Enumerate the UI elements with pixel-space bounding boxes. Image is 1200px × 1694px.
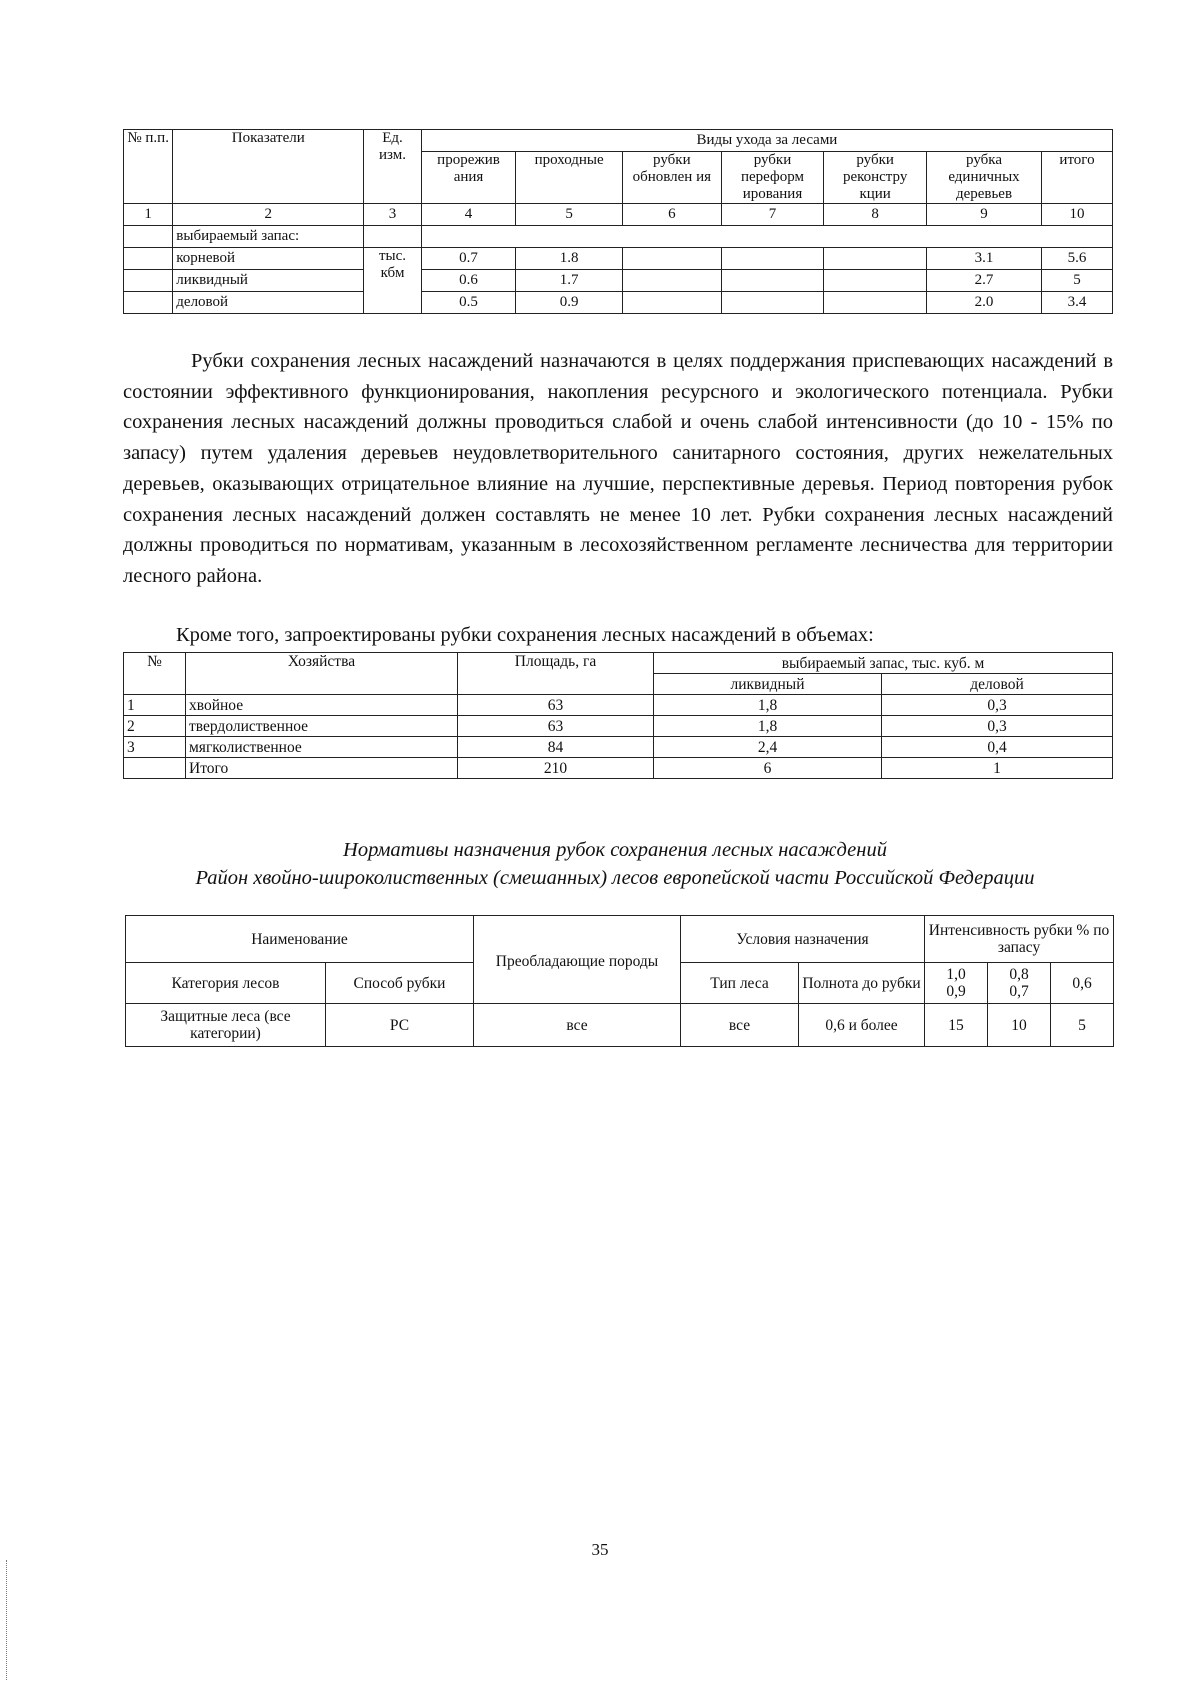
row-area: 84 bbox=[458, 737, 654, 758]
row-num: 1 bbox=[124, 695, 186, 716]
value-cell: 3.1 bbox=[927, 248, 1042, 270]
table-row bbox=[124, 270, 1113, 292]
forest-care-table bbox=[123, 129, 1113, 314]
row-liquid: 6 bbox=[654, 758, 882, 779]
header-reconstruction: рубки реконстру кции bbox=[824, 152, 927, 204]
row-commercial: 0,3 bbox=[882, 695, 1113, 716]
column-number: 4 bbox=[421, 204, 515, 226]
row-num bbox=[124, 758, 186, 779]
column-number: 6 bbox=[623, 204, 722, 226]
row-liquid: 1,8 bbox=[654, 695, 882, 716]
row-value: 10 bbox=[988, 1004, 1051, 1047]
page-number: 35 bbox=[591, 1540, 609, 1559]
row-area: 63 bbox=[458, 716, 654, 737]
row-method: РС bbox=[326, 1004, 474, 1047]
header-passing: проходные bbox=[516, 152, 623, 204]
header-care-types: Виды ухода за лесами bbox=[421, 130, 1112, 152]
value-cell: 2.7 bbox=[927, 270, 1042, 292]
header-harvest: выбираемый запас, тыс. куб. м bbox=[654, 653, 1113, 674]
row-density: 0,6 и более bbox=[799, 1004, 925, 1047]
region-caption: Район хвойно-широколиственных (смешанных) лесов европейской части Российской Федерации bbox=[195, 867, 1035, 889]
row-num: 2 bbox=[124, 716, 186, 737]
column-number: 8 bbox=[824, 204, 927, 226]
table-row bbox=[124, 292, 1113, 314]
header-liquid: ликвидный bbox=[654, 674, 882, 695]
value-cell: 0.5 bbox=[421, 292, 515, 314]
column-number: 1 bbox=[124, 204, 173, 226]
column-number: 5 bbox=[516, 204, 623, 226]
row-name: хвойное bbox=[186, 695, 458, 716]
row-value: 15 bbox=[925, 1004, 988, 1047]
header-single-trees: рубка единичных деревьев bbox=[927, 152, 1042, 204]
row-area: 63 bbox=[458, 695, 654, 716]
header-commercial: деловой bbox=[882, 674, 1113, 695]
header-intensity: Интенсивность рубки % по запасу bbox=[925, 916, 1114, 963]
paragraph-body bbox=[123, 346, 1113, 592]
unit-line2: кбм bbox=[380, 265, 405, 281]
table-row bbox=[124, 737, 1113, 758]
table-row bbox=[124, 695, 1113, 716]
farms-table bbox=[123, 652, 1113, 779]
header-density: Полнота до рубки bbox=[799, 963, 925, 1004]
row-num: 3 bbox=[124, 737, 186, 758]
value-cell: 5.6 bbox=[1042, 248, 1113, 270]
header-forest-type: Тип леса bbox=[681, 963, 799, 1004]
header-total: итого bbox=[1042, 152, 1113, 204]
header-num: № bbox=[124, 653, 186, 695]
row-name: твердолиственное bbox=[186, 716, 458, 737]
header-forest-category: Категория лесов bbox=[126, 963, 326, 1004]
row-label: деловой bbox=[173, 292, 364, 314]
column-number: 2 bbox=[173, 204, 364, 226]
value-cell: 5 bbox=[1042, 270, 1113, 292]
row-commercial: 1 bbox=[882, 758, 1113, 779]
header-area: Площадь, га bbox=[458, 653, 654, 695]
paragraph-intro: Кроме того, запроектированы рубки сохранения лесных насаждений в объемах: bbox=[176, 624, 874, 646]
column-number: 9 bbox=[927, 204, 1042, 226]
value-cell: 3.4 bbox=[1042, 292, 1113, 314]
value-cell: 0.9 bbox=[516, 292, 623, 314]
value-cell: 1.8 bbox=[516, 248, 623, 270]
norms-caption: Нормативы назначения рубок сохранения лесных насаждений bbox=[343, 839, 887, 861]
header-breeds: Преобладающие породы bbox=[474, 916, 681, 1004]
header-unit: Ед. изм. bbox=[364, 130, 422, 204]
header-num: № п.п. bbox=[124, 130, 173, 204]
row-commercial: 0,4 bbox=[882, 737, 1113, 758]
header-reformation: рубки переформ ирования bbox=[721, 152, 824, 204]
unit-line1: тыс. bbox=[379, 248, 407, 264]
header-method: Способ рубки bbox=[326, 963, 474, 1004]
table-row-total bbox=[124, 758, 1113, 779]
header-indicators: Показатели bbox=[173, 130, 364, 204]
row-name: мягколиственное bbox=[186, 737, 458, 758]
table-row bbox=[124, 248, 1113, 270]
header-intensity-3: 0,6 bbox=[1051, 963, 1114, 1004]
header-intensity-1: 1,0 0,9 bbox=[925, 963, 988, 1004]
scan-margin-line bbox=[6, 1560, 8, 1680]
table-row bbox=[126, 1004, 1114, 1047]
paragraph-text: Рубки сохранения лесных насаждений назначаются в целях поддержания приспевающих насаждений в состоянии эффективного функционирования, накопления ресурсного и экологического потенциала. Рубки сохранения лесных насаждений должны проводиться слабой и очень слабой интенсивности (до 10 - 15% по запасу) путем удаления деревьев неудовлетворительного санитарного состояния, других нежелательных деревьев, оказывающих отрицательное влияние на лучшие, перспективные деревья. Период повторения рубок сохранения лесных насаждений должен составлять не менее 10 лет. Рубки сохранения лесных насаждений должны проводиться по нормативам, указанным в лесохозяйственном регламенте лесничества для территории лесного района. bbox=[123, 350, 1113, 587]
row-name: Итого bbox=[186, 758, 458, 779]
value-cell: 1.7 bbox=[516, 270, 623, 292]
row-category: Защитные леса (все категории) bbox=[126, 1004, 326, 1047]
table-row bbox=[124, 716, 1113, 737]
header-farms: Хозяйства bbox=[186, 653, 458, 695]
column-number: 3 bbox=[364, 204, 422, 226]
row-liquid: 1,8 bbox=[654, 716, 882, 737]
header-thinning: прорежив ания bbox=[421, 152, 515, 204]
row-label: корневой bbox=[173, 248, 364, 270]
column-number: 10 bbox=[1042, 204, 1113, 226]
value-cell: 0.7 bbox=[421, 248, 515, 270]
row-liquid: 2,4 bbox=[654, 737, 882, 758]
row-area: 210 bbox=[458, 758, 654, 779]
row-value: 5 bbox=[1051, 1004, 1114, 1047]
value-cell: 2.0 bbox=[927, 292, 1042, 314]
header-name: Наименование bbox=[126, 916, 474, 963]
header-renewal: рубки обновлен ия bbox=[623, 152, 722, 204]
column-number: 7 bbox=[721, 204, 824, 226]
row-label: ликвидный bbox=[173, 270, 364, 292]
row-type: все bbox=[681, 1004, 799, 1047]
group-label: выбираемый запас: bbox=[173, 226, 364, 248]
header-intensity-2: 0,8 0,7 bbox=[988, 963, 1051, 1004]
value-cell: 0.6 bbox=[421, 270, 515, 292]
row-breeds: все bbox=[474, 1004, 681, 1047]
norms-table bbox=[125, 915, 1114, 1047]
header-conditions: Условия назначения bbox=[681, 916, 925, 963]
unit-cell bbox=[364, 248, 422, 314]
row-commercial: 0,3 bbox=[882, 716, 1113, 737]
